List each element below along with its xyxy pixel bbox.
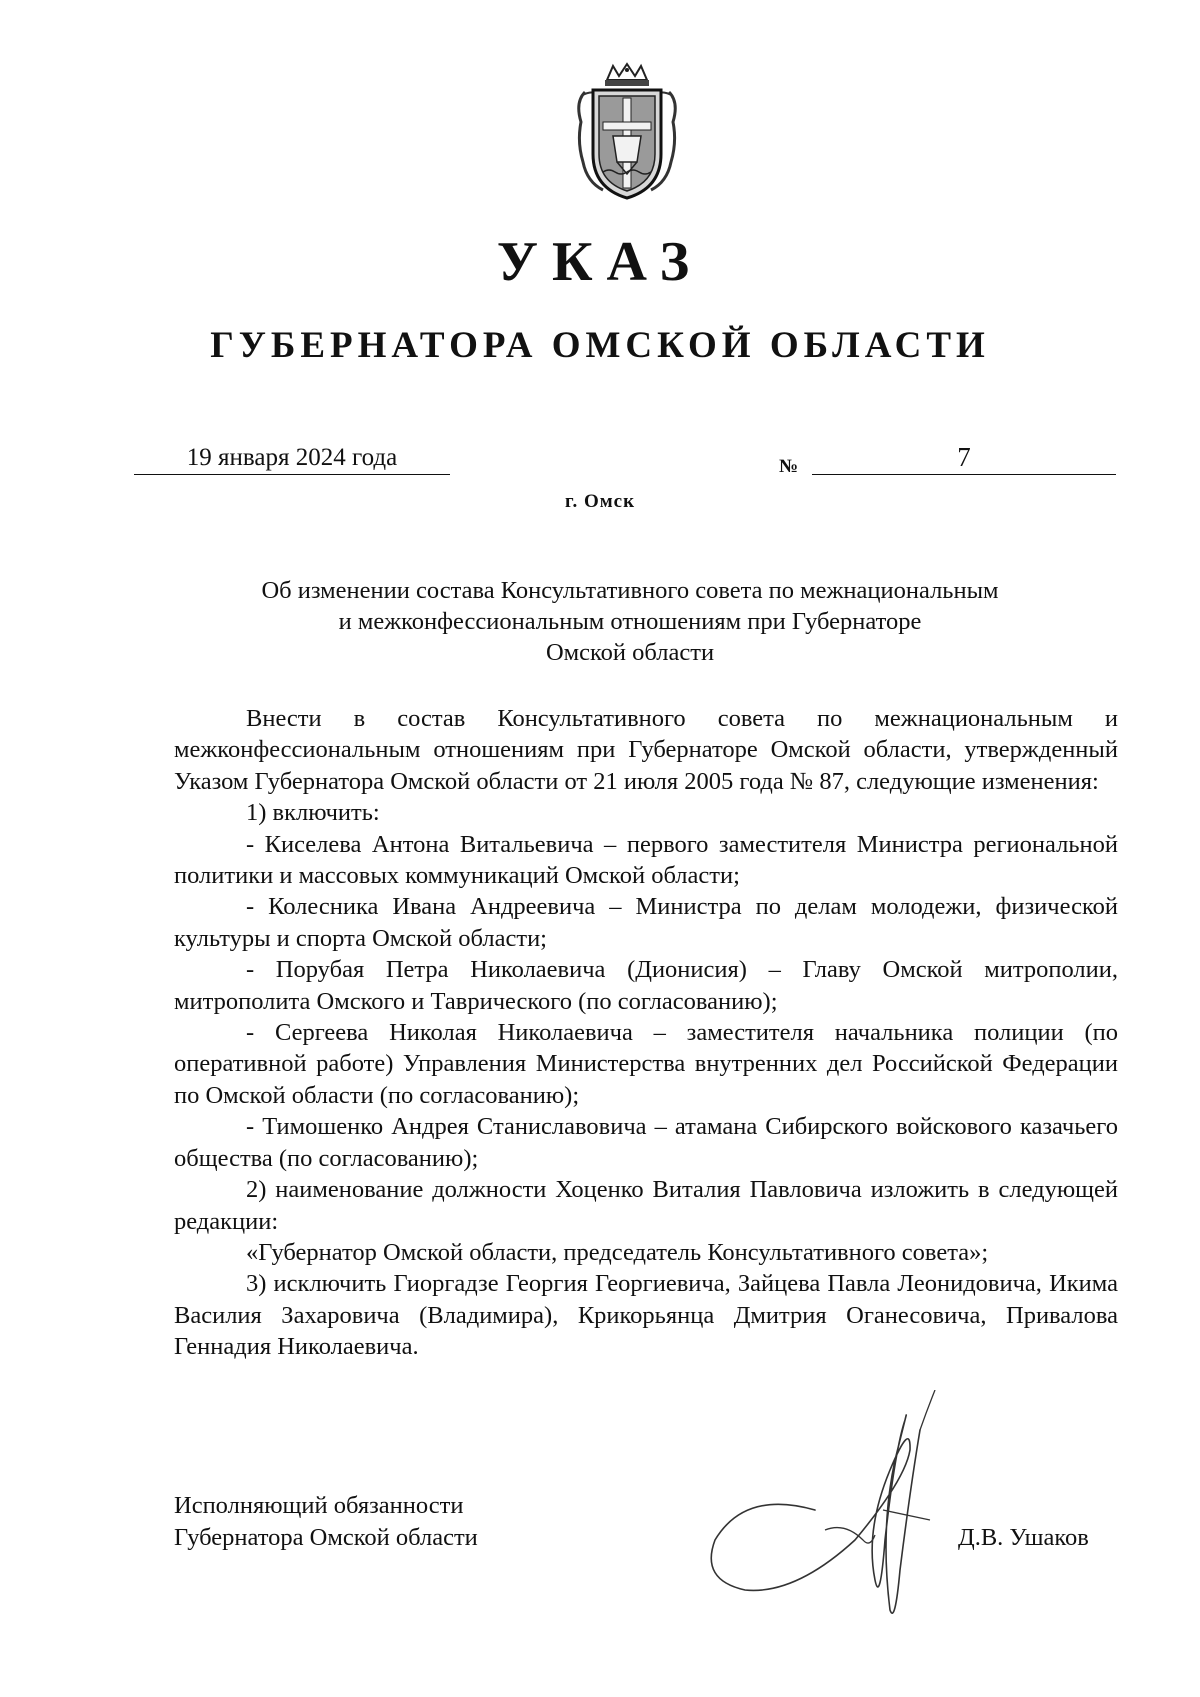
- body-paragraph: Внести в состав Консультативного совета по межнациональным и межконфессиональным отношениям при Губернаторе Омской области, утвержденный Указом Губернатора Омской области от 21 июля 2005 года № 87, следующие изменения:: [174, 705, 1118, 795]
- body-paragraph: - Колесника Ивана Андреевича – Министра по делам молодежи, физической культуры и спорта Омской области;: [174, 893, 1118, 952]
- signatory-role: [174, 1490, 478, 1554]
- signatory-role-line: Губернатора Омской области: [174, 1524, 478, 1551]
- body-paragraph: - Киселева Антона Витальевича – первого заместителя Министра региональной политики и массовых коммуникаций Омской области;: [174, 830, 1118, 890]
- body-paragraph: 2) наименование должности Хоценко Виталия Павловича изложить в следующей редакции:: [174, 1176, 1118, 1235]
- document-subtitle: ГУБЕРНАТОРА ОМСКОЙ ОБЛАСТИ: [210, 325, 990, 366]
- document-date: 19 января 2024 года: [134, 442, 450, 475]
- body-paragraph: - Сергеева Николая Николаевича – заместителя начальника полиции (по оперативной работе) Управления Министерства внутренних дел Российской Федерации по Омской области (по согласованию);: [174, 1019, 1118, 1109]
- signatory-role-line: Исполняющий обязанности: [174, 1492, 464, 1519]
- document-body: [174, 703, 1118, 1363]
- number-label: №: [779, 456, 799, 477]
- subject-line: Омской области: [545, 639, 715, 666]
- handwritten-signature: [705, 1390, 995, 1640]
- body-paragraph: «Губернатор Омской области, председатель Консультативного совета»;: [246, 1238, 989, 1266]
- document-subject: [200, 575, 1060, 668]
- body-paragraph: 3) исключить Гиоргадзе Георгия Георгиевича, Зайцева Павла Леонидовича, Икима Василия Захаровича (Владимира), Крикорьянца Дмитрия Оганесовича, Привалова Геннадия Николаевича.: [174, 1270, 1118, 1361]
- signatory-name: Д.В. Ушаков: [958, 1524, 1089, 1551]
- document-number: 7: [812, 440, 1116, 475]
- document-city: г. Омск: [564, 491, 636, 512]
- subject-line: Об изменении состава Консультативного совета по межнациональным: [261, 577, 999, 604]
- body-paragraph: 1) включить:: [246, 799, 380, 827]
- body-paragraph: - Порубая Петра Николаевича (Дионисия) – Главу Омской митрополии, митрополита Омского и Таврического (по согласованию);: [174, 956, 1118, 1015]
- coat-of-arms-icon: [573, 62, 681, 202]
- subject-line: и межконфессиональным отношениям при Губернаторе: [338, 608, 922, 635]
- body-paragraph: - Тимошенко Андрея Станиславовича – атамана Сибирского войскового казачьего общества (по согласованию);: [174, 1113, 1118, 1172]
- document-title: УКАЗ: [496, 231, 704, 293]
